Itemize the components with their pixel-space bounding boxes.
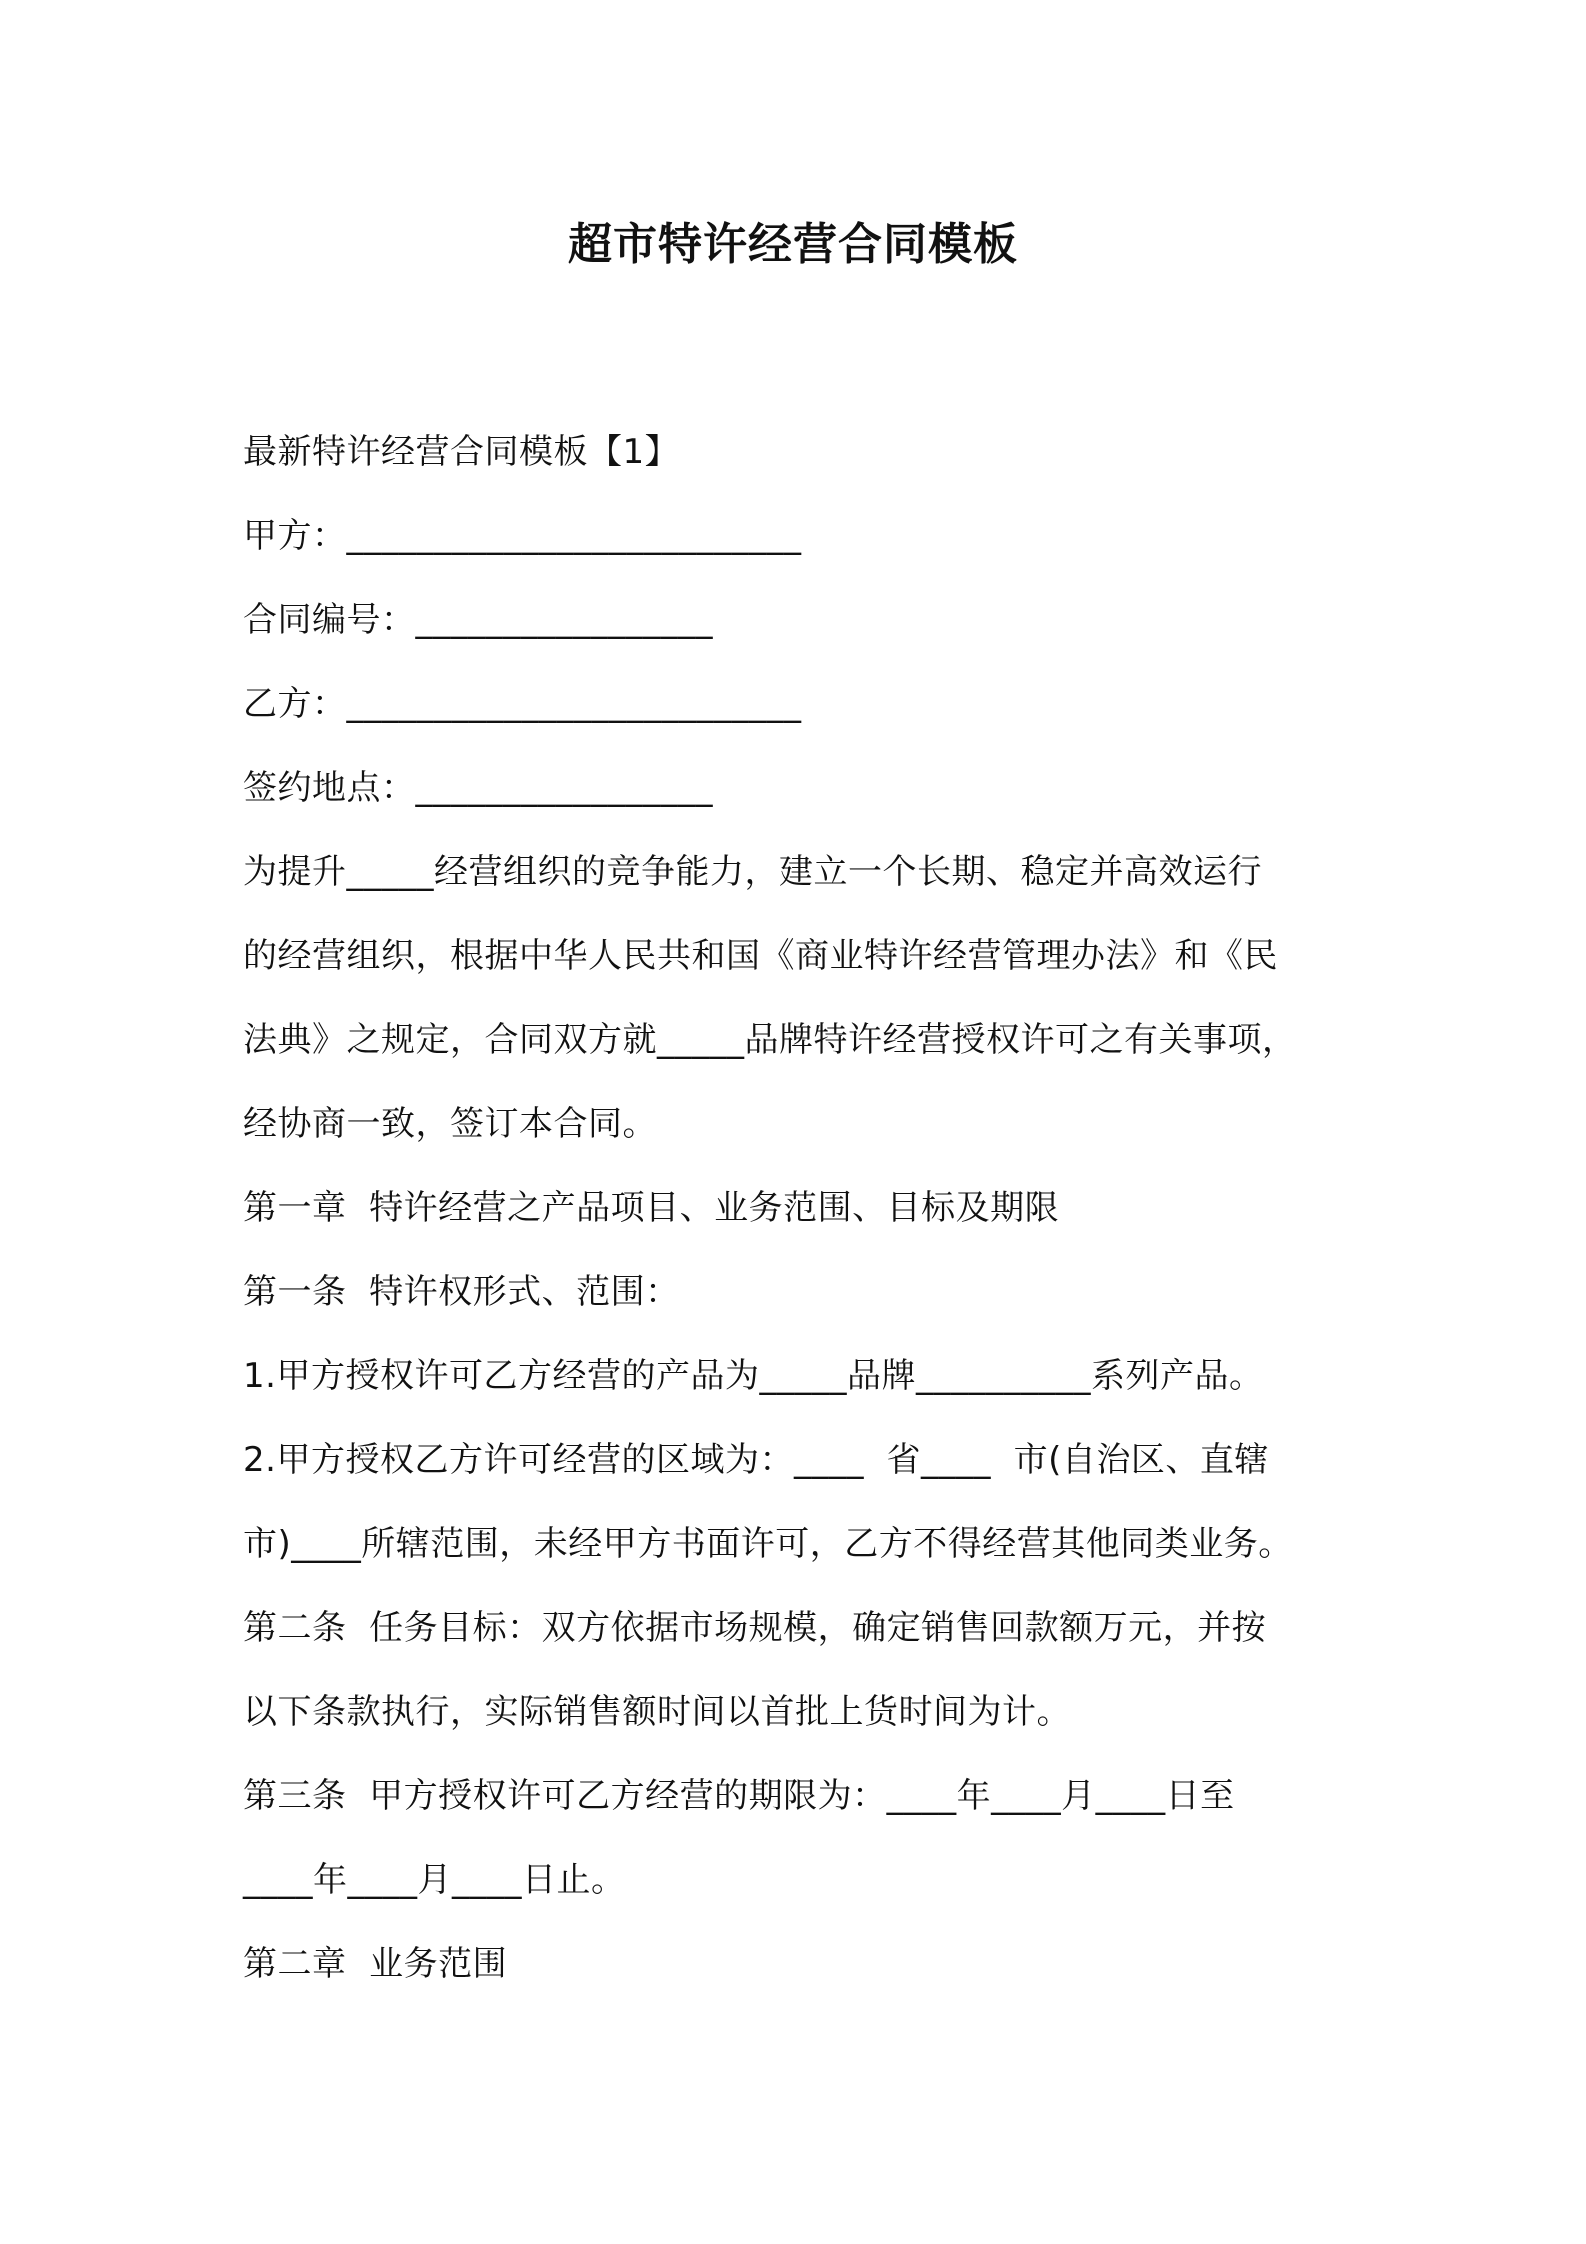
- subtitle-line: 最新特许经营合同模板【1】: [243, 432, 680, 472]
- document-body: [243, 410, 1383, 2006]
- preamble-line-2: 的经营组织，根据中华人民共和国《商业特许经营管理办法》和《民: [243, 936, 1278, 976]
- party-a-line: 甲方：__________________________: [243, 516, 802, 556]
- chapter-two-heading: 第二章 业务范围: [243, 1944, 508, 1984]
- article-three-line-1: 第三条 甲方授权许可乙方经营的期限为：____年____月____日至: [243, 1776, 1235, 1816]
- article-two-line-1: 第二条 任务目标：双方依据市场规模，确定销售回款额万元，并按: [243, 1608, 1267, 1648]
- signing-location-line: 签约地点：_________________: [243, 768, 713, 808]
- article-one-heading: 第一条 特许权形式、范围：: [243, 1272, 680, 1312]
- party-b-line: 乙方：__________________________: [243, 684, 802, 724]
- preamble-line-4: 经协商一致，签订本合同。: [243, 1104, 657, 1144]
- article-one-item-2-line-2: 市)____所辖范围，未经甲方书面许可，乙方不得经营其他同类业务。: [243, 1524, 1293, 1564]
- article-one-item-2-line-1: 2.甲方授权乙方许可经营的区域为：____ 省____ 市(自治区、直辖: [243, 1440, 1269, 1480]
- contract-number-line: 合同编号：_________________: [243, 600, 713, 640]
- article-one-item-1: 1.甲方授权许可乙方经营的产品为_____品牌__________系列产品。: [243, 1356, 1264, 1396]
- chapter-one-heading: 第一章 特许经营之产品项目、业务范围、目标及期限: [243, 1188, 1060, 1228]
- preamble-line-1: 为提升_____经营组织的竞争能力，建立一个长期、稳定并高效运行: [243, 852, 1262, 892]
- preamble-line-3: 法典》之规定，合同双方就_____品牌特许经营授权许可之有关事项，: [243, 1020, 1297, 1060]
- article-three-line-2: ____年____月____日止。: [243, 1860, 626, 1900]
- document-title: 超市特许经营合同模板: [568, 219, 1018, 270]
- article-two-line-2: 以下条款执行，实际销售额时间以首批上货时间为计。: [243, 1692, 1071, 1732]
